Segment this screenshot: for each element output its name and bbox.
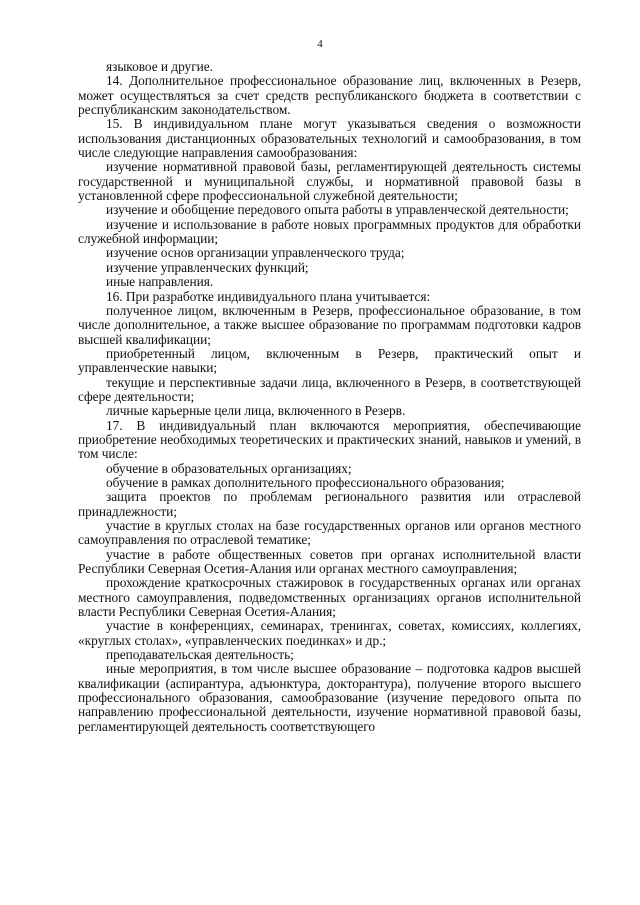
paragraph: участие в круглых столах на базе государственных органов или органов местного самоуправления по отраслевой тематике; [78,518,581,548]
paragraph: изучение и использование в работе новых программных продуктов для обработки служебной информации; [78,216,581,247]
paragraph: обучение в рамках дополнительного профессионального образования; [106,474,505,490]
paragraph: преподавательская деятельность; [106,647,294,663]
paragraph: 14. Дополнительное профессиональное образование лиц, включенных в Резерв, может осуществляться за счет средств республиканского бюджета в соответствии с республиканским законодательством. [78,73,581,118]
paragraph: изучение управленческих функций; [106,259,309,275]
paragraph: 17. В индивидуальный план включаются мероприятия, обеспечивающие приобретение необходимых теоретических и практических знаний, навыков и умений, в том числе: [78,417,581,462]
paragraph: 16. При разработке индивидуального плана учитывается: [106,288,431,304]
page-number: 4 [317,38,323,50]
paragraph: полученное лицом, включенным в Резерв, профессиональное образование, в том числе дополнительное, а также высшее образование по программам подготовки кадров высшей квалификации; [78,302,581,347]
paragraph: защита проектов по проблемам регионального развития или отраслевой принадлежности; [78,489,581,519]
paragraph: иные направления. [106,274,214,290]
paragraph: 15. В индивидуальном плане могут указываться сведения о возможности использования дистанционных образовательных технологий и самообразования, в том числе следующие направления самообразования: [78,116,581,161]
paragraph: участие в работе общественных советов при органах исполнительной власти Республики Северная Осетия-Алания или органах местного самоуправления; [78,546,581,577]
paragraph: текущие и перспективные задачи лица, включенного в Резерв, в соответствующей сфере деятельности; [78,374,581,404]
paragraph: языковое и другие. [106,59,213,74]
paragraph: приобретенный лицом, включенным в Резерв, практический опыт и управленческие навыки; [78,345,581,376]
paragraph: прохождение краткосрочных стажировок в государственных органах или органах местного самоуправления, подведомственных организациях органов исполнительной власти Республики Северная Осетия-Алания; [78,575,581,620]
paragraph: изучение нормативной правовой базы, регламентирующей деятельность системы государственной и муниципальной службы, и нормативной правовой базы в установленной сфере профессиональной служебной деятельности; [78,159,581,204]
paragraph: обучение в образовательных организациях; [106,460,352,476]
paragraph: участие в конференциях, семинарах, тренингах, советах, комиссиях, коллегиях, «круглых столах», «управленческих поединках» и др.; [78,618,581,648]
paragraph: изучение и обобщение передового опыта работы в управленческой деятельности; [106,202,569,218]
paragraph: изучение основ организации управленческого труда; [106,245,405,261]
paragraph: иные мероприятия, в том числе высшее образование – подготовка кадров высшей квалификации (аспирантура, адъюнктура, докторантура), получение второго высшего профессионального образования, самообразование (изучение передового опыта по направлению профессиональной деятельности, изучение нормативной правовой базы, регламентирующей деятельность соответствующего [78,661,581,734]
paragraph: личные карьерные цели лица, включенного в Резерв. [106,403,406,419]
document-body [78,60,581,734]
